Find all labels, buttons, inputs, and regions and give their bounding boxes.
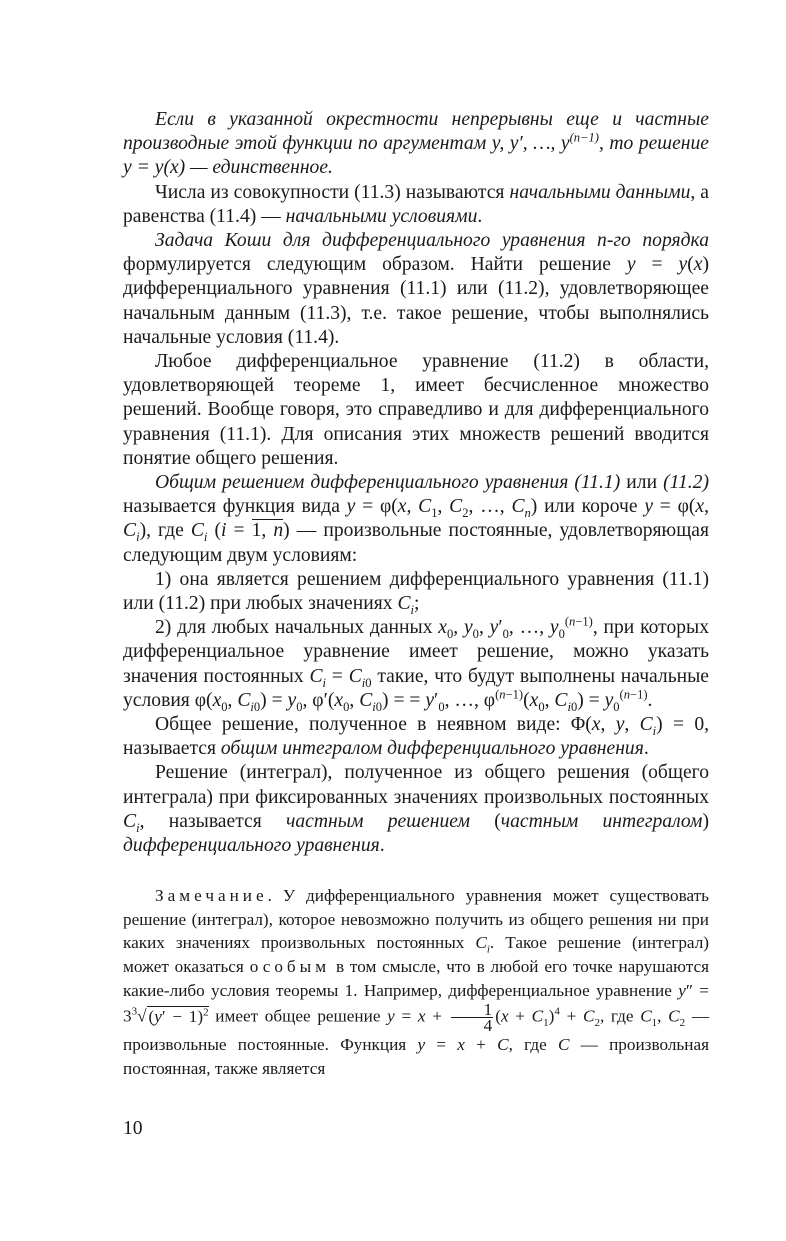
general-solution-definition: Общим решением дифференциального уравнения (11.1) или (11.2) называется функция вида y = φ(x, $C_1$, $C_2$, …, $C_n$) или короче y = φ(x, $C_i$), где $C_i$ (i = 1, n) — произвольные постоянные, удовлетворяющая следующим двум условиям:: [123, 472, 710, 566]
page-number: 10: [123, 1118, 143, 1139]
particular-solution-paragraph: Решение (интеграл), полученное из общего решения (общего интеграла) при фиксированных значениях произвольных постоянных $C_i$, называется частным решением (частным интегралом) дифференциального уравнения.: [123, 762, 709, 857]
remark-paragraph: Замечание. У дифференциального уравнения может существовать решение (интеграл), которое невозможно получить из общего решения ни при каких значениях произвольных постоянных $C_i$. Такое решение (интеграл) может оказаться особым в том смысле, что в любой его точке нарушаются какие-либо условия теоремы 1. Например, дифференциальное уравнение $y'' = 3^3√$ $(y' - 1)^2$ имеет общее решение y = x + $\frac{1}{4}$ $(x + C_1)^4 + C_2$, где $C_1$, $C_2$ — произвольные постоянные. Функция y = x + C, где C — произвольная постоянная, также является: [123, 886, 710, 1078]
solutions-set-paragraph: Любое дифференциальное уравнение (11.2) в области, удовлетворяющей теореме 1, имеет бесчисленное множество решений. Вообще говоря, это справедливо и для дифференциального уравнения (11.1). Для описания этих множеств решений вводится понятие общего решения.: [123, 351, 709, 469]
theorem-tail-paragraph: Если в указанной окрестности непрерывны еще и частные производные этой функции по аргументам y, y′, …, $y^{(n-1)}$, то решение y = y(x) — единственное.: [123, 109, 709, 179]
page-text: [123, 108, 709, 1080]
general-integral-paragraph: Общее решение, полученное в неявном виде: Φ(x, y, $C_i) = 0$, называется общим интегралом дифференциального уравнения.: [123, 714, 710, 760]
condition-2: 2) для любых начальных данных $x_0$, $y_0$, $y'_0$, …, $y_0^{(n-1)}$, при которых дифференциальное уравнение имеет решение, можно указать значения постоянных $C_i = C_{i0}$ такие, что будут выполнены начальные условия $\varphi(x_0$, $C_{i0}) = y_0$, $\varphi'(x_0$, $C_{i0}$) = = $y'_0$, …, $\varphi^{(n-1)}(x_0$, $C_{i0}) = y_0^{(n-1)}$.: [123, 614, 710, 714]
section-gap: [123, 858, 709, 884]
cauchy-problem-paragraph: Задача Коши для дифференциального уравнения n-го порядка формулируется следующим образом. Найти решение y = y(x) дифференциального уравнения (11.1) или (11.2), удовлетворяющее начальным данным (11.3), т.е. такое решение, чтобы выполнялись начальные условия (11.4).: [123, 230, 709, 348]
condition-1: 1) она является решением дифференциального уравнения (11.1) или (11.2) при любых значениях $C_i$;: [123, 568, 709, 617]
initial-data-paragraph: Числа из совокупности (11.3) называются начальными данными, а равенства (11.4) — начальными условиями.: [123, 181, 709, 227]
